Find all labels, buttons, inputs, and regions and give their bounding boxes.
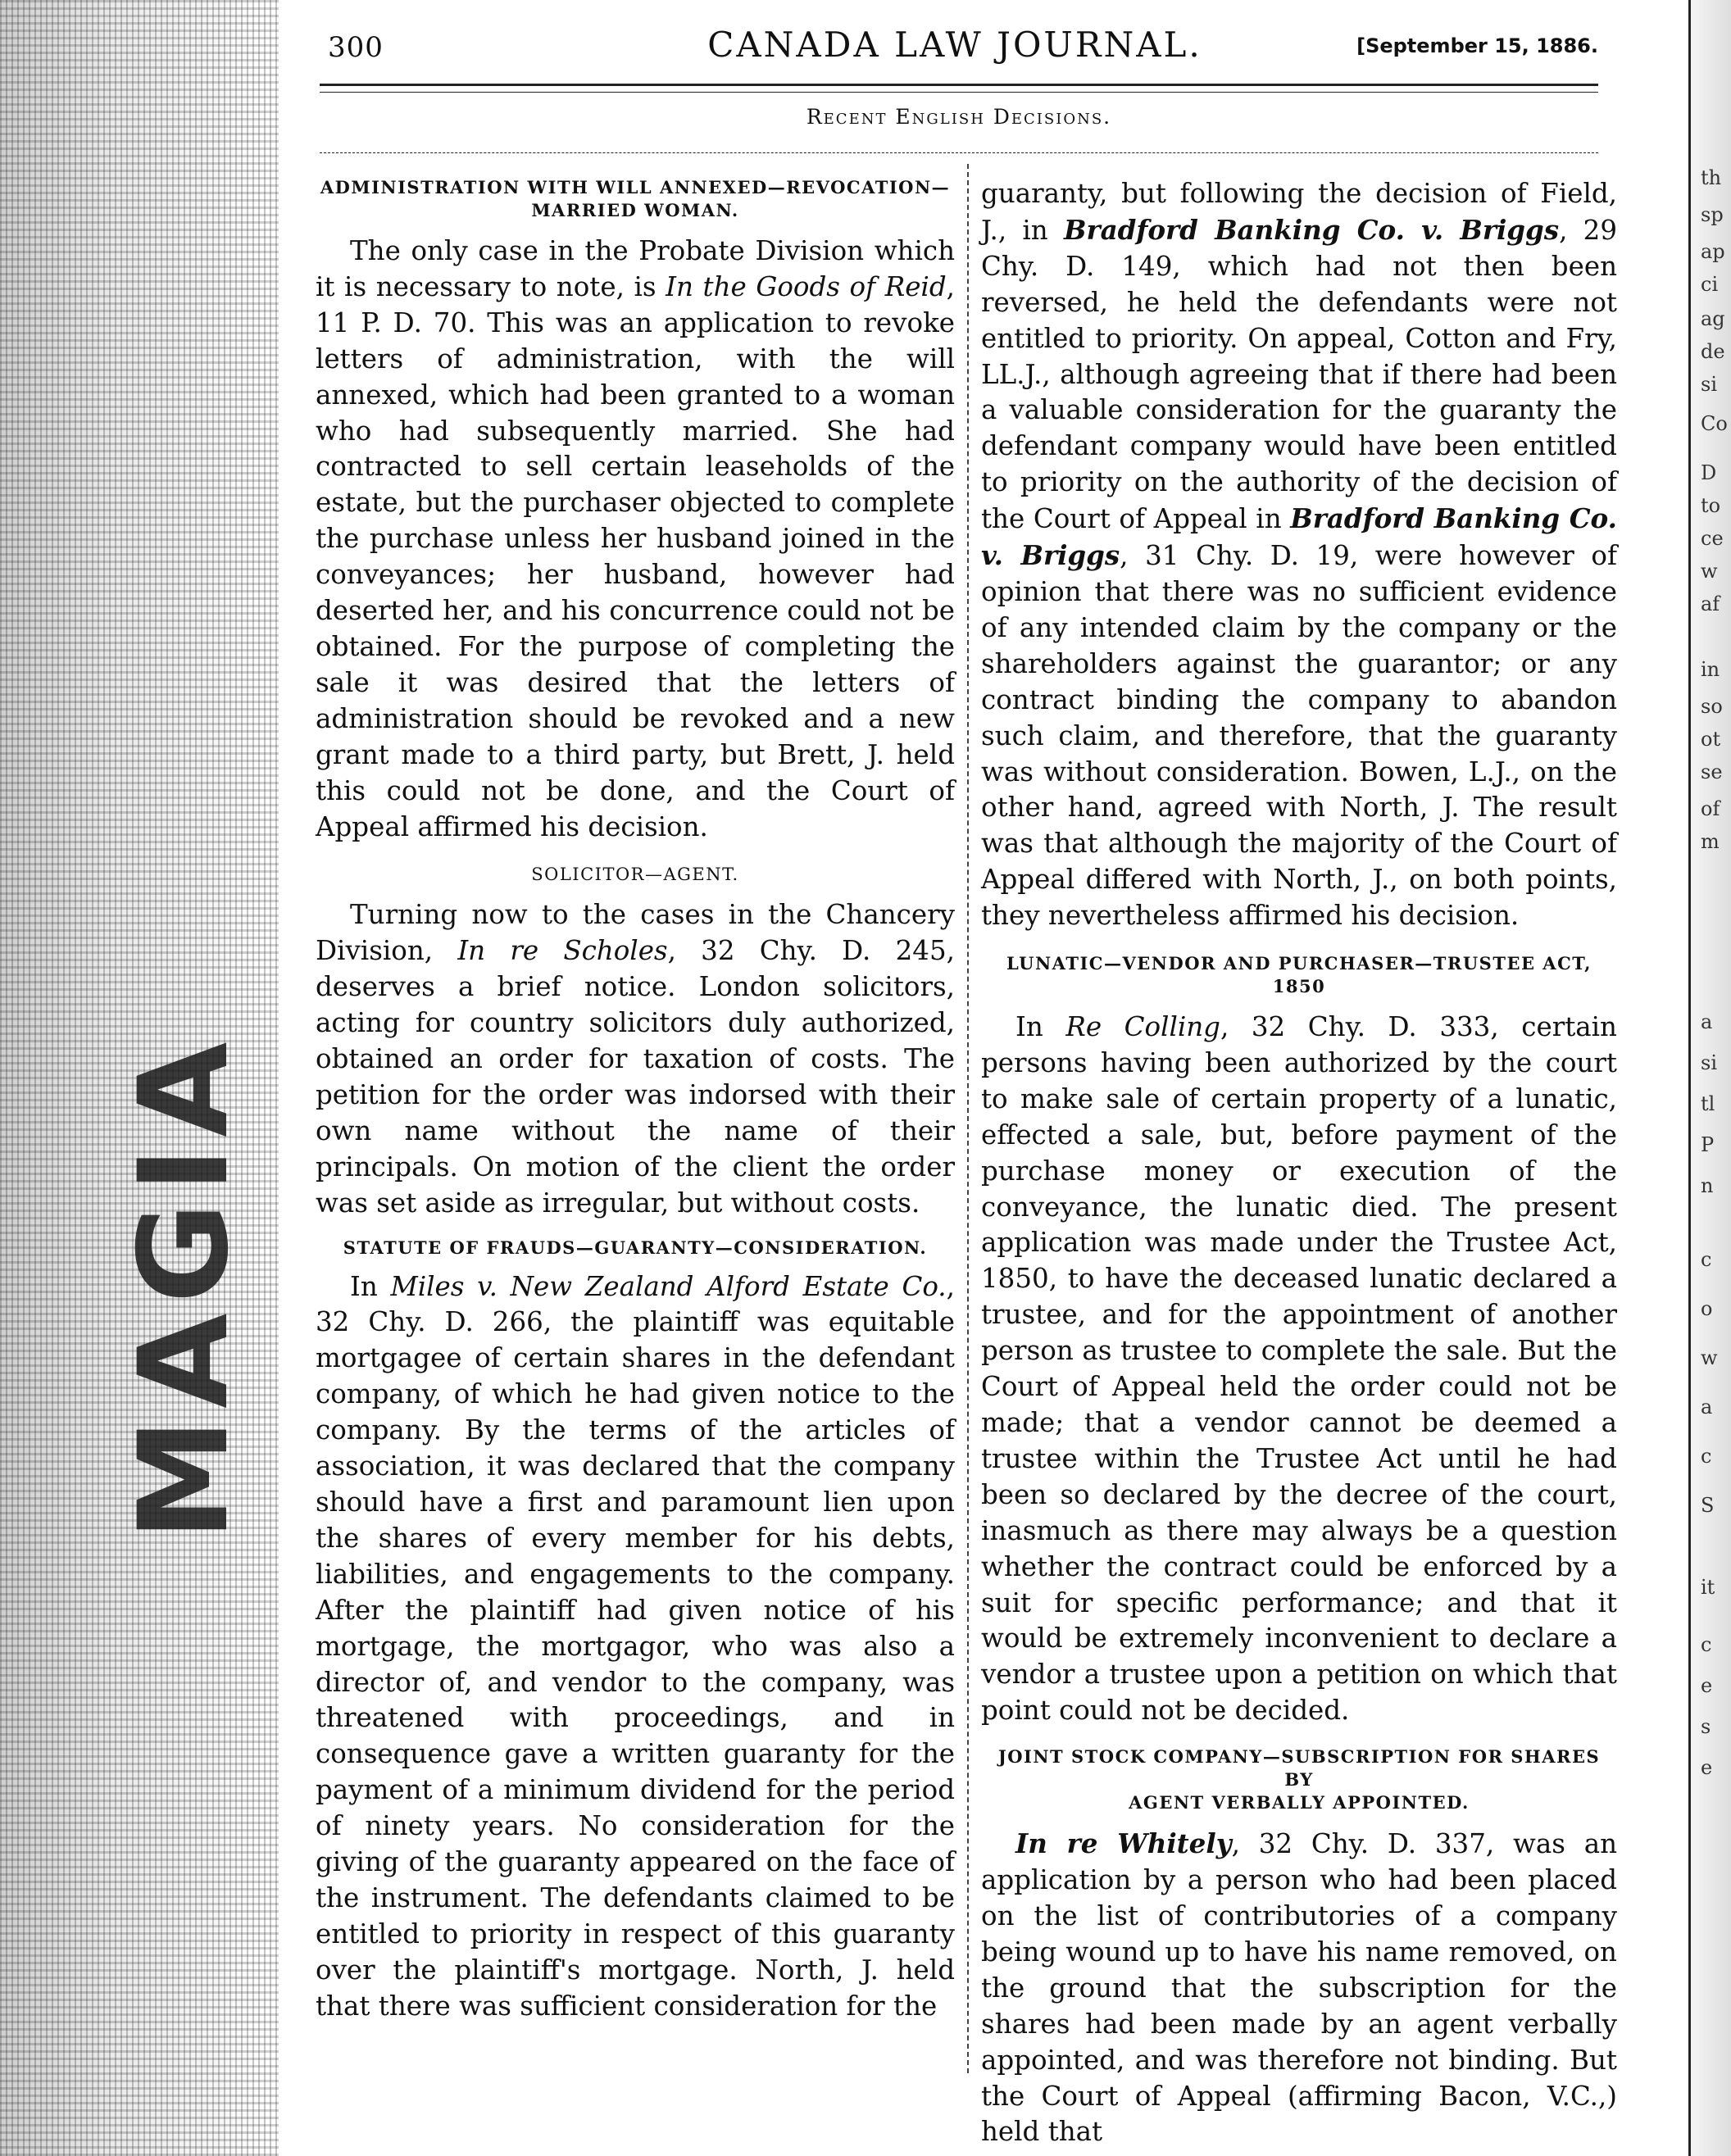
bleed-fragment: af (1701, 592, 1720, 615)
text-run: Turning now to the cases in the Chancery Division, (316, 899, 955, 967)
bleed-fragment: c (1701, 1633, 1712, 1656)
subheading-line: JOINT STOCK COMPANY—SUBSCRIPTION FOR SHARES BY (997, 1746, 1601, 1791)
paragraph-miles (316, 1269, 955, 2025)
bleed-fragment: th (1701, 166, 1722, 189)
bleed-fragment: S (1701, 1494, 1715, 1517)
bleed-fragment: c (1701, 1248, 1712, 1271)
text-run: guaranty, but following the decision of Field, J., in (981, 178, 1617, 246)
text-run: , 32 Chy. D. 245, deserves a brief notice. London solicitors, acting for country solicitors duly authorized, obtained an order for taxation of costs. The petition for the order was indorsed with their own name without the name of their principals. On motion of the client the order was set aside as irregular, but without costs. (316, 935, 955, 1219)
subheading-statute: STATUTE OF FRAUDS—GUARANTY—CONSIDERATION. (343, 1237, 928, 1258)
bleed-fragment: to (1701, 494, 1721, 517)
scan-gutter-left (0, 0, 279, 2156)
bleed-fragment: it (1701, 1576, 1715, 1599)
bleed-fragment: ag (1701, 307, 1725, 330)
bleed-fragment: de (1701, 340, 1725, 363)
bleed-fragment: of (1701, 797, 1720, 820)
bleed-fragment: sp (1701, 203, 1724, 226)
running-header (311, 25, 1598, 74)
bleed-fragment: ot (1701, 728, 1721, 751)
scan-bleed-right (1688, 0, 1731, 2156)
bleed-fragment: a (1701, 1010, 1713, 1033)
bleed-fragment: tl (1701, 1092, 1715, 1115)
bleed-fragment: e (1701, 1756, 1713, 1779)
page-number: 300 (328, 31, 384, 64)
bleed-fragment: m (1701, 830, 1720, 853)
text-run: , 11 P. D. 70. This was an application to revoke letters of administration, with the will annexed, which had been granted to a woman who had subsequently married. She had contracted to sell certain leaseholds of the estate, but the purchaser objected to complete the purchase unless her husband joined in the conveyances; her husband, however had deserted her, and his concurrence could not be obtained. For the purpose of completing the sale it was desired that the letters of administration should be revoked and a new grant made to a third party, but Brett, J. held this could not be done, and the Court of Appeal affirmed his decision. (316, 270, 955, 842)
bleed-fragment: Co (1701, 412, 1728, 435)
issue-date: [September 15, 1886. (1356, 34, 1598, 57)
header-rule (320, 84, 1598, 86)
bleed-fragment: n (1701, 1174, 1714, 1197)
case-citation: In re Whitely (1015, 1827, 1232, 1860)
bleed-fragment: a (1701, 1396, 1713, 1418)
subheading-line: MARRIED WOMAN. (531, 200, 739, 220)
text-run: In (350, 1270, 391, 1302)
bleed-fragment: D (1701, 461, 1717, 484)
case-citation: Bradford Banking Co. v. Briggs (981, 502, 1617, 572)
case-citation: Miles v. New Zealand Alford Estate Co. (390, 1270, 947, 1302)
bleed-fragment: ci (1701, 273, 1719, 296)
paragraph-whitely (981, 1826, 1617, 2150)
bleed-fragment: ce (1701, 527, 1724, 550)
case-citation: Re Colling (1065, 1011, 1220, 1043)
bleed-fragment: o (1701, 1297, 1713, 1320)
bleed-fragment: si (1701, 373, 1717, 396)
column-divider (967, 164, 969, 2073)
bleed-fragment: s (1701, 1715, 1711, 1738)
text-run: In (1015, 1011, 1066, 1043)
paragraph-continued (981, 176, 1617, 934)
right-column (981, 176, 1617, 2150)
text-run: , 29 Chy. D. 149, which had not then been reversed, he held the defendants were not entitled to priority. On appeal, Cotton and Fry, LL.J., although agreeing that if there had been a valuable consideration for the guaranty the defendant company would have been entitled to priority on the authority of the decision of the Court of Appeal in (981, 214, 1617, 535)
header-rule-thin (320, 92, 1598, 93)
subheading-joint-stock (981, 1745, 1617, 1814)
case-citation: In the Goods of Reid (666, 270, 947, 302)
case-citation: Bradford Banking Co. v. Briggs (1063, 213, 1560, 246)
spine-lettering: MAGIA (113, 1032, 256, 1541)
bleed-fragment: w (1701, 560, 1718, 583)
subheading-line: ADMINISTRATION WITH WILL ANNEXED—REVOCATION— (320, 177, 951, 197)
paragraph-chancery (316, 897, 955, 1221)
subheading-lunatic: LUNATIC—VENDOR AND PURCHASER—TRUSTEE ACT, 1850 (1006, 953, 1592, 997)
text-run: The only case in the Probate Division which it is necessary to note, is (316, 235, 955, 302)
bleed-fragment: P (1701, 1133, 1715, 1156)
bleed-fragment: si (1701, 1051, 1717, 1074)
text-run: , 32 Chy. D. 333, certain persons having been authorized by the court to make sale of certain property of a lunatic, effected a sale, but, before payment of the purchase money or execution of the conveyance, the lunatic died. The present application was made under the Trustee Act, 1850, to have the deceased lunatic declared a trustee, and for the appointment of another person as trustee to complete the sale. But the Court of Appeal held the order could not be made; that a vendor cannot be deemed a trustee within the Trustee Act until he had been so declared by the decree of the court, inasmuch as there may always be a question whether the contract could be enforced by a suit for specific performance; and that it would be extremely inconvenient to declare a vendor a trustee upon a petition on which that point could not be decided. (981, 1011, 1617, 1727)
bleed-fragment: c (1701, 1445, 1712, 1468)
paragraph-colling (981, 1010, 1617, 1729)
section-rule (320, 152, 1598, 153)
left-column (316, 176, 955, 2025)
bleed-fragment: se (1701, 760, 1723, 783)
section-title: Recent English Decisions. (806, 105, 1112, 129)
text-run: , 32 Chy. D. 337, was an application by a person who had been placed on the list of contributories of a company being wound up to have his name removed, on the ground that the subscription for the shares had been made by an agent verbally appointed, and was therefore not binding. But the Court of Appeal (affirming Bacon, V.C.,) held that (981, 1828, 1618, 2148)
subheading-line: AGENT VERBALLY APPOINTED. (1129, 1792, 1470, 1813)
bleed-fragment: ap (1701, 240, 1725, 263)
text-run: , 31 Chy. D. 19, were however of opinion that there was no sufficient evidence of any intended claim by the company or the shareholders against the guarantor; or any contract binding the company to abandon such claim, and therefore, that the guaranty was without consideration. Bowen, L.J., on the other hand, agreed with North, J. The result was that although the majority of the Court of Appeal differed with North, J., on both points, they nevertheless affirmed his decision. (981, 540, 1617, 932)
subheading-administration (316, 176, 955, 222)
bleed-fragment: e (1701, 1674, 1713, 1697)
text-run: , 32 Chy. D. 266, the plaintiff was equitable mortgagee of certain shares in the defendant company, of which he had given notice to the company. By the terms of the articles of association, it was declared that the company should have a first and paramount lien upon the shares of every member for his debts, liabilities, and engagements to the company. After the plaintiff had given notice of his mortgage, the mortgagor, who was also a director of, and vendor to the company, was threatened with proceedings, and in consequence gave a written guaranty for the payment of a minimum dividend for the period of ninety years. No consideration for the giving of the guaranty appeared on the face of the instrument. The defendants claimed to be entitled to priority in respect of this guaranty over the plaintiff's mortgage. North, J. held that there was sufficient consideration for the (316, 1270, 955, 2022)
journal-title: CANADA LAW JOURNAL. (707, 25, 1202, 65)
case-citation: In re Scholes (457, 935, 668, 967)
bleed-fragment: w (1701, 1346, 1718, 1369)
bleed-fragment: in (1701, 658, 1720, 681)
subheading-solicitor: SOLICITOR—AGENT. (531, 865, 739, 885)
paragraph-probate (316, 234, 955, 845)
bleed-fragment: so (1701, 695, 1723, 718)
